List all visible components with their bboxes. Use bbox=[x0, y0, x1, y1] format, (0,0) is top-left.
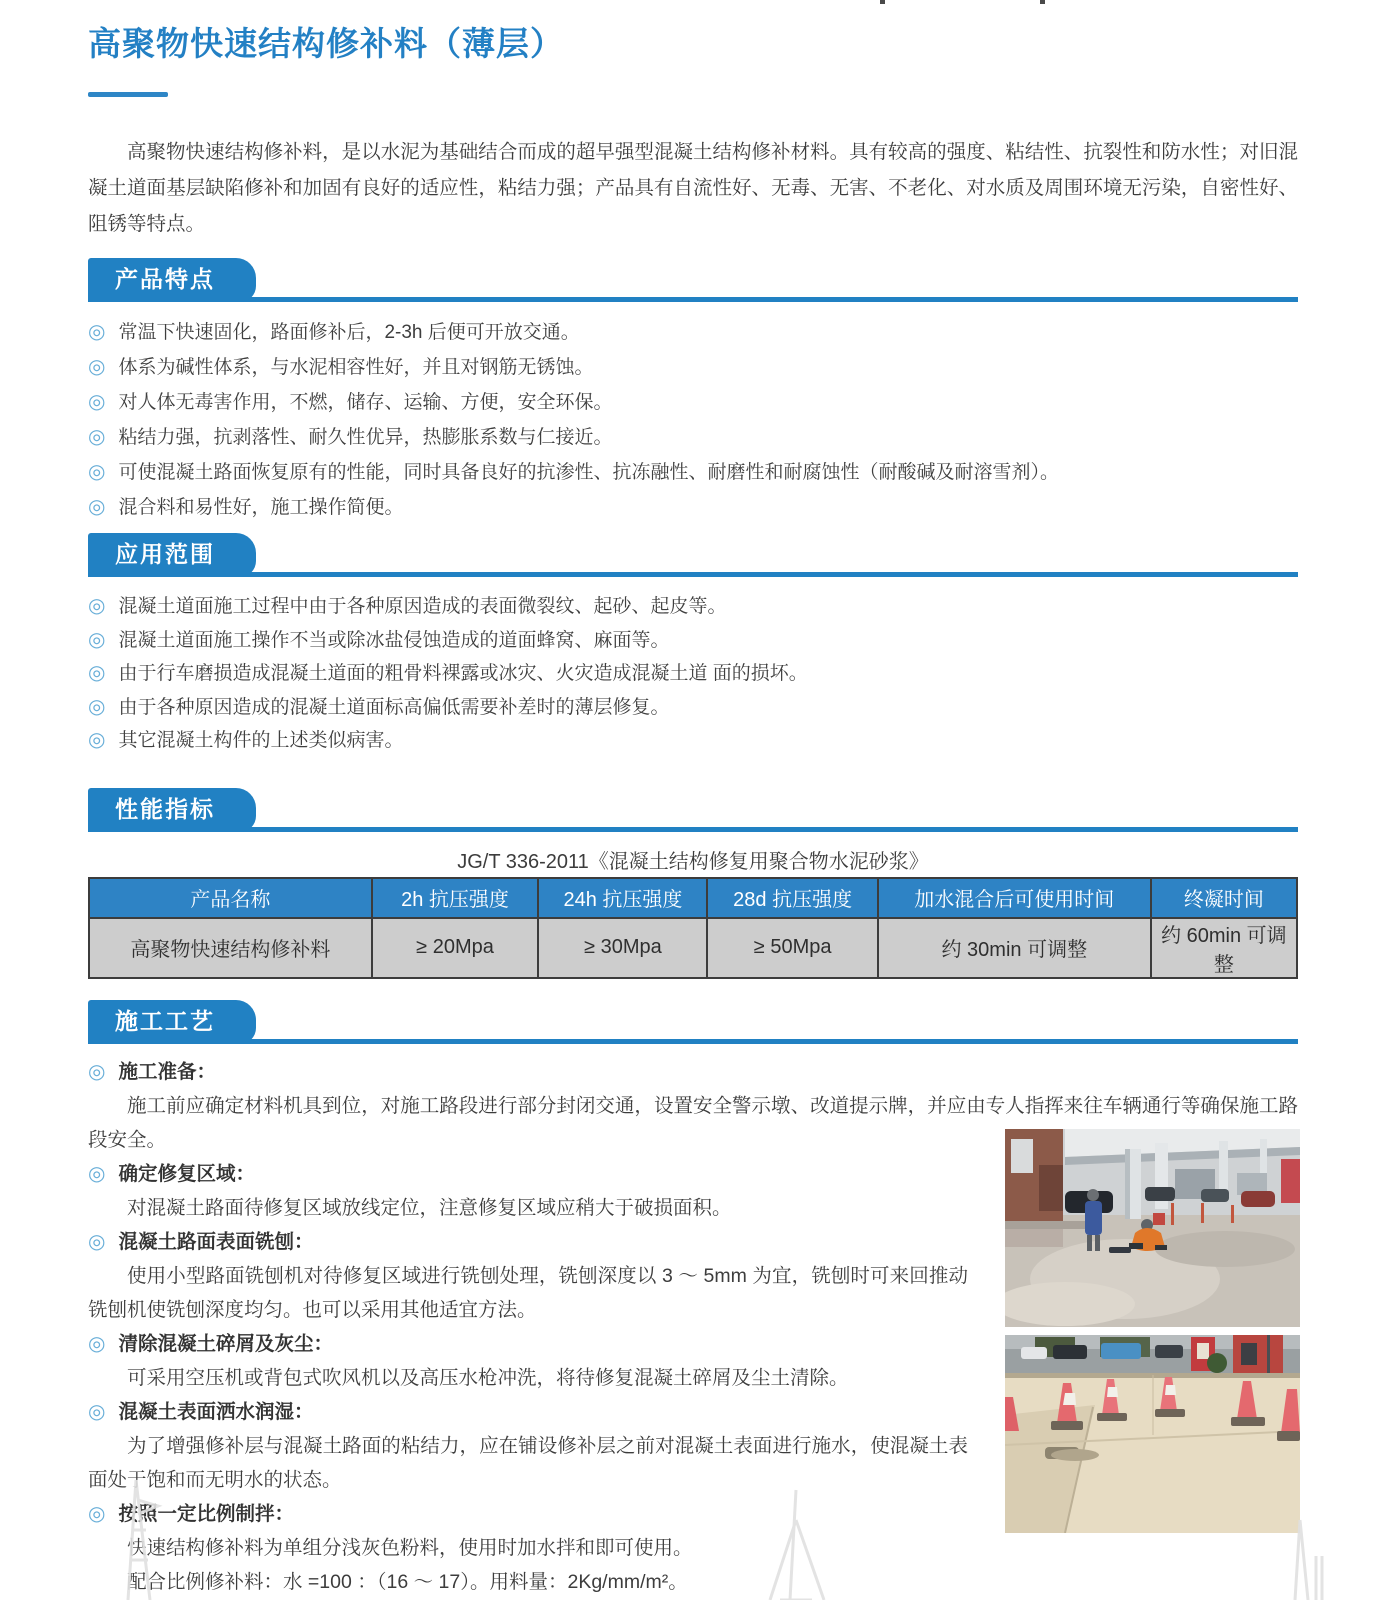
page-edge-mark bbox=[1040, 0, 1045, 4]
cell-product: 高聚物快速结构修补料 bbox=[89, 918, 372, 978]
ring-bullet-icon: ◎ bbox=[88, 461, 106, 483]
ring-bullet-icon: ◎ bbox=[88, 729, 106, 752]
col-header-worktime: 加水混合后可使用时间 bbox=[878, 878, 1151, 918]
step-body: 可采用空压机或背包式吹风机以及高压水枪冲洗，将待修复混凝土碎屑及尘土清除。 bbox=[127, 1366, 849, 1389]
section-banner-performance: 性能指标 bbox=[88, 788, 256, 832]
col-header-product: 产品名称 bbox=[89, 878, 372, 918]
list-item-text: 其它混凝土构件的上述类似病害。 bbox=[118, 730, 404, 752]
list-item-text: 可使混凝土路面恢复原有的性能，同时具备良好的抗渗性、抗冻融性、耐磨性和耐腐蚀性（耐酸碱及耐溶雪剂）。 bbox=[118, 462, 1059, 483]
section-header-performance bbox=[88, 788, 1298, 832]
ring-bullet-icon: ◎ bbox=[88, 426, 106, 448]
section-rule bbox=[88, 827, 1298, 832]
list-item bbox=[88, 385, 1298, 420]
ring-bullet-icon: ◎ bbox=[88, 662, 106, 685]
ring-bullet-icon: ◎ bbox=[88, 1400, 106, 1423]
photo-construction-milling bbox=[1005, 1129, 1300, 1327]
cell-24h: ≥ 30Mpa bbox=[538, 918, 707, 978]
step-heading bbox=[88, 1055, 1298, 1089]
step-heading-text: 清除混凝土碎屑及灰尘： bbox=[118, 1332, 333, 1355]
ring-bullet-icon: ◎ bbox=[88, 1230, 106, 1253]
ring-bullet-icon: ◎ bbox=[88, 496, 106, 518]
photo-cones-curing bbox=[1005, 1335, 1300, 1533]
list-item bbox=[88, 420, 1298, 455]
list-item-text: 粘结力强，抗剥落性、耐久性优异，热膨胀系数与仁接近。 bbox=[118, 427, 613, 448]
cell-worktime: 约 30min 可调整 bbox=[878, 918, 1151, 978]
section-banner-applications: 应用范围 bbox=[88, 533, 256, 577]
ring-bullet-icon: ◎ bbox=[88, 1060, 106, 1083]
ring-bullet-icon: ◎ bbox=[88, 321, 106, 343]
list-item bbox=[88, 724, 1298, 758]
list-item bbox=[88, 590, 1298, 624]
list-item-text: 混凝土道面施工操作不当或除冰盐侵蚀造成的道面蜂窝、麻面等。 bbox=[118, 629, 670, 651]
section-banner-features: 产品特点 bbox=[88, 258, 256, 302]
list-item bbox=[88, 490, 1298, 525]
list-item bbox=[88, 315, 1298, 350]
col-header-28d: 28d 抗压强度 bbox=[707, 878, 877, 918]
application-list bbox=[88, 590, 1298, 758]
list-item bbox=[88, 691, 1298, 725]
ring-bullet-icon: ◎ bbox=[88, 695, 106, 718]
list-item-text: 混凝土道面施工过程中由于各种原因造成的表面微裂纹、起砂、起皮等。 bbox=[118, 596, 727, 617]
list-item bbox=[88, 657, 1298, 691]
step-heading-text: 混凝土表面洒水润湿： bbox=[118, 1400, 314, 1423]
ring-bullet-icon: ◎ bbox=[88, 628, 106, 651]
list-item bbox=[88, 624, 1298, 658]
ring-bullet-icon: ◎ bbox=[88, 1502, 106, 1525]
step-heading-text: 施工准备： bbox=[118, 1060, 216, 1083]
title-underline bbox=[88, 92, 168, 97]
cell-2h: ≥ 20Mpa bbox=[372, 918, 539, 978]
list-item-text: 常温下快速固化，路面修补后，2-3h 后便可开放交通。 bbox=[118, 322, 580, 343]
cell-finalset: 约 60min 可调整 bbox=[1151, 918, 1297, 978]
list-item-text: 体系为碱性体系，与水泥相容性好，并且对钢筋无锈蚀。 bbox=[118, 357, 594, 378]
ring-bullet-icon: ◎ bbox=[88, 1162, 106, 1185]
step-body: 对混凝土路面待修复区域放线定位，注意修复区域应稍大于破损面积。 bbox=[127, 1196, 732, 1219]
cell-28d: ≥ 50Mpa bbox=[707, 918, 877, 978]
step-heading-text: 混凝土路面表面铣刨： bbox=[118, 1230, 314, 1253]
table-row bbox=[89, 918, 1297, 978]
list-item-text: 由于行车磨损造成混凝土道面的粗骨料裸露或冰灾、火灾造成混凝土道 面的损坏。 bbox=[118, 663, 808, 685]
section-header-features bbox=[88, 258, 1298, 302]
ring-bullet-icon: ◎ bbox=[88, 1332, 106, 1355]
section-banner-process: 施工工艺 bbox=[88, 1000, 256, 1044]
step-body: 施工前应确定材料机具到位，对施工路段进行部分封闭交通，设置安全警示墩、改道提示牌，并应由专人指挥来往车辆通行等确保施工路段安全。 bbox=[88, 1094, 1298, 1151]
list-item bbox=[88, 350, 1298, 385]
list-item bbox=[88, 455, 1298, 490]
page-title: 高聚物快速结构修补料（薄层） bbox=[88, 25, 564, 62]
section-rule bbox=[88, 297, 1298, 302]
ring-bullet-icon: ◎ bbox=[88, 356, 106, 378]
section-rule bbox=[88, 572, 1298, 577]
list-item-text: 由于各种原因造成的混凝土道面标高偏低需要补差时的薄层修复。 bbox=[118, 696, 670, 718]
col-header-2h: 2h 抗压强度 bbox=[372, 878, 539, 918]
step-body: 快速结构修补料为单组分浅灰色粉料，使用时加水拌和即可使用。 bbox=[127, 1536, 693, 1559]
col-header-finalset: 终凝时间 bbox=[1151, 878, 1297, 918]
step-body: 配合比例修补料：水 =100 ：（16 ～ 17）。用料量：2Kg/mm/m²。 bbox=[127, 1570, 688, 1593]
list-item-text: 对人体无毒害作用，不燃，储存、运输、方便，安全环保。 bbox=[118, 392, 613, 413]
ring-bullet-icon: ◎ bbox=[88, 595, 106, 617]
table-header-row bbox=[89, 878, 1297, 918]
page-edge-mark bbox=[880, 0, 885, 4]
col-header-24h: 24h 抗压强度 bbox=[538, 878, 707, 918]
ring-bullet-icon: ◎ bbox=[88, 391, 106, 413]
step-heading-text: 按照一定比例制拌： bbox=[118, 1502, 294, 1525]
section-rule bbox=[88, 1039, 1298, 1044]
section-header-process bbox=[88, 1000, 1298, 1044]
intro-paragraph: 高聚物快速结构修补料，是以水泥为基础结合而成的超早强型混凝土结构修补材料。具有较高的强度、粘结性、抗裂性和防水性；对旧混凝土道面基层缺陷修补和加固有良好的适应性，粘结力强；产品具有自流性好、无毒、无害、不老化、对水质及周围环境无污染，自密性好、阻锈等特点。 bbox=[88, 141, 1298, 235]
performance-table bbox=[88, 877, 1298, 979]
section-header-applications bbox=[88, 533, 1298, 577]
feature-list bbox=[88, 315, 1298, 525]
list-item-text: 混合料和易性好，施工操作简便。 bbox=[118, 497, 404, 518]
step-heading-text: 确定修复区域： bbox=[118, 1162, 255, 1185]
step-body: 使用小型路面铣刨机对待修复区域进行铣刨处理，铣刨深度以 3 ～ 5mm 为宜，铣刨时可来回推动铣刨机使铣刨深度均匀。也可以采用其他适宜方法。 bbox=[88, 1264, 968, 1321]
table-caption: JG/T 336-2011《混凝土结构修复用聚合物水泥砂浆》 bbox=[457, 850, 929, 873]
step-body: 为了增强修补层与混凝土路面的粘结力，应在铺设修补层之前对混凝土表面进行施水，使混凝土表面处于饱和而无明水的状态。 bbox=[88, 1434, 968, 1491]
